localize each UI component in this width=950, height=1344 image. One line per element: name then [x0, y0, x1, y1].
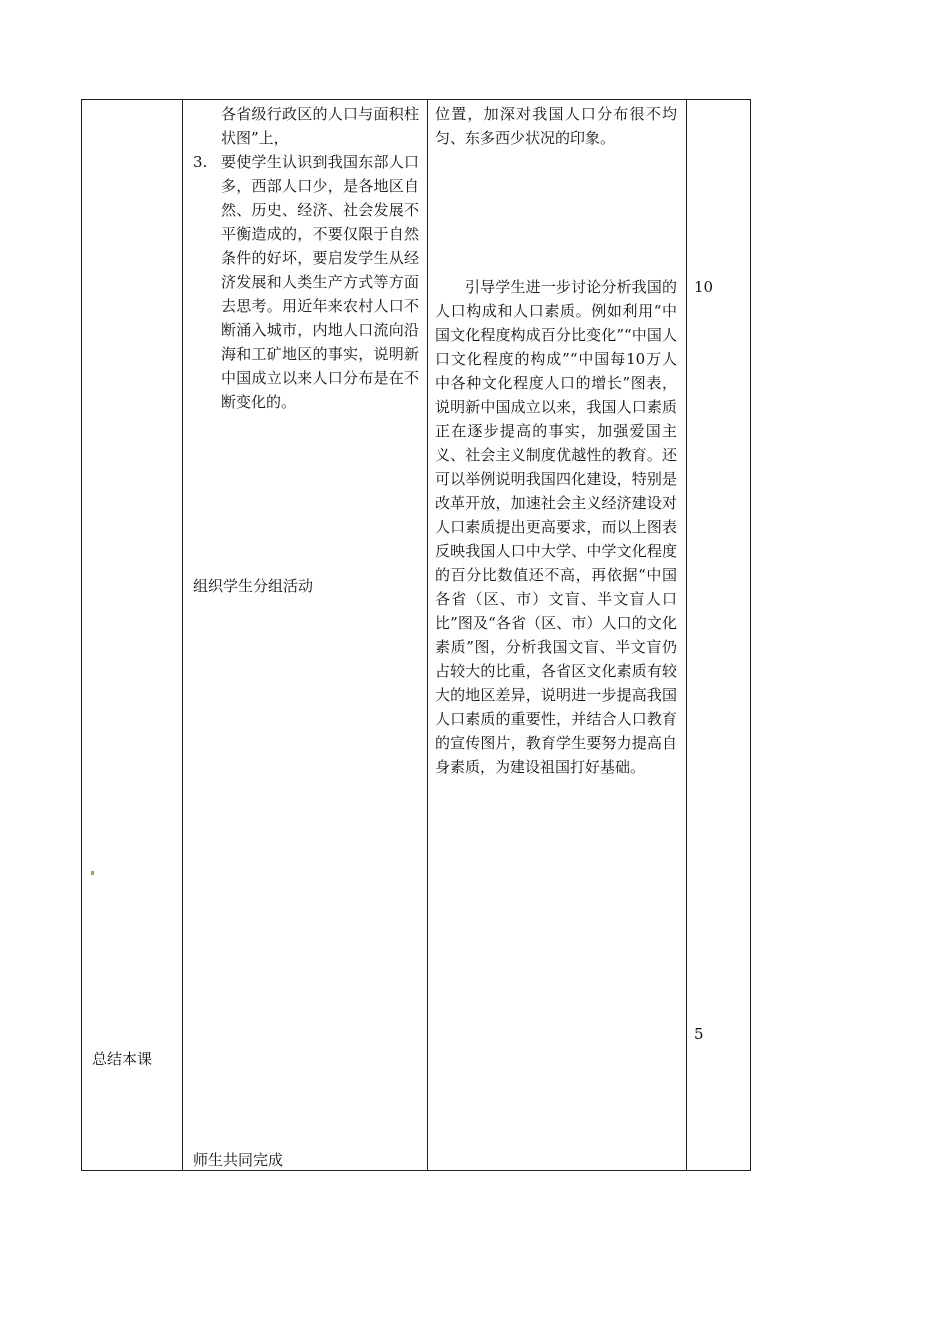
group-activity-text: 组织学生分组活动 [193, 577, 314, 595]
column-divider-2 [427, 100, 428, 1170]
column-divider-1 [182, 100, 183, 1170]
guidance-paragraph: 引导学生进一步讨论分析我国的人口构成和人口素质。例如利用“中国文化程度构成百分比变化”“中国人口文化程度的构成”“中国每10万人中各种文化程度人口的增长”图表，说明新中国成立以来，我国人口素质正在逐步提高的事实，加强爱国主义、社会主义制度优越性的教育。还可以举例说明我国四化建设，特别是改革开放，加速社会主义经济建设对人口素质提出更高要求，而以上图表反映我国人口中大学、中学文化程度的百分比数值还不高，再依据“中国各省（区、市）文盲、半文盲人口比”图及“各省（区、市）人口的文化素质”图，分析我国文盲、半文盲仍占较大的比重，各省区文化素质有较大的地区差异，说明进一步提高我国人口素质的重要性，并结合人口教育的宣传图片，教育学生要努力提高自身素质，为建设祖国打好基础。 [435, 278, 677, 776]
summary-label: 总结本课 [92, 1050, 153, 1068]
item-3-text: 要使学生认识到我国东部人口多，西部人口少，是各地区自然、历史、经济、社会发展不平衡造成的，不要仅限于自然条件的好坏，要启发学生从经济发展和人类生产方式等方面去思考。用近年来农村人口不断涌入城市，内地人口流向沿海和工矿地区的事实，说明新中国成立以来人口分布是在不断变化的。 [221, 153, 419, 411]
lesson-plan-table [81, 99, 751, 1171]
teacher-student-text: 师生共同完成 [193, 1151, 284, 1169]
item-number: 3. [193, 153, 208, 171]
continued-text: 各省级行政区的人口与面积柱状图”上， [221, 105, 419, 147]
time-minutes-1: 10 [694, 278, 714, 296]
position-paragraph: 位置，加深对我国人口分布很不均匀、东多西少状况的印象。 [435, 105, 677, 147]
column-divider-3 [686, 100, 687, 1170]
time-minutes-2: 5 [694, 1025, 704, 1043]
stray-mark [91, 871, 94, 875]
